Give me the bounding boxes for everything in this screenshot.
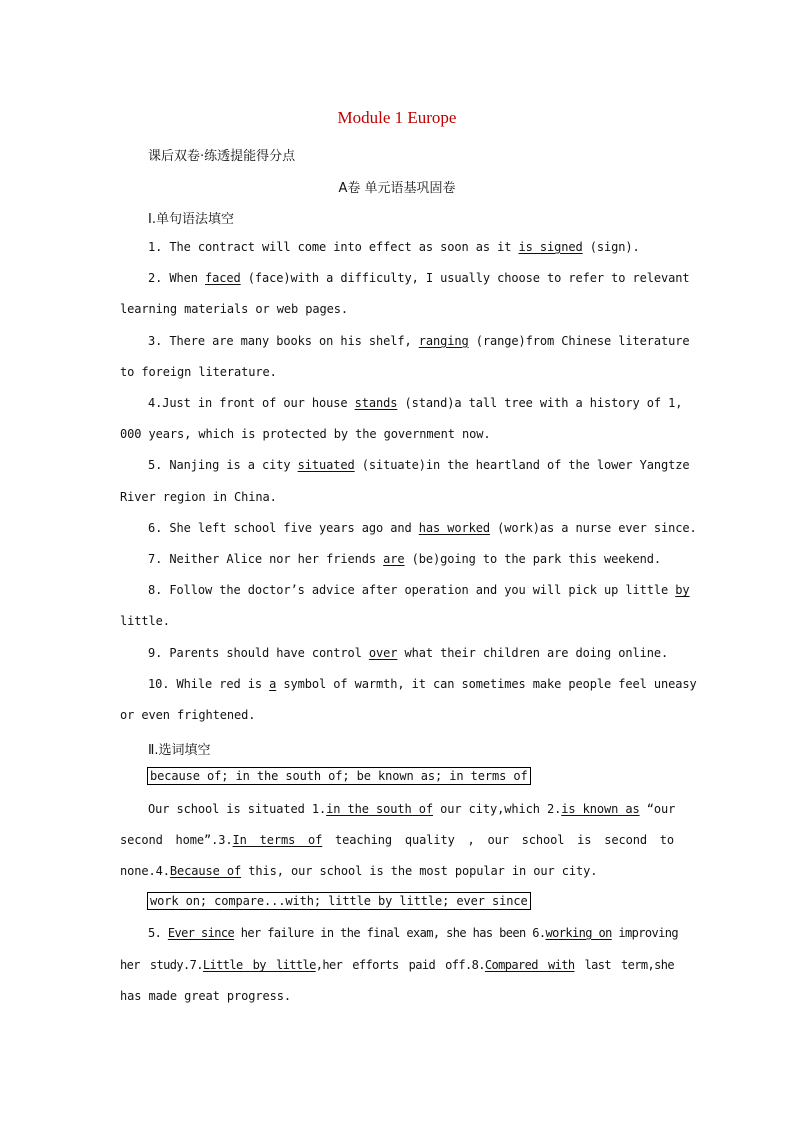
item-3: 3. There are many books on his shelf, ranging (range)from Chinese literature <box>148 334 690 348</box>
answer: ranging <box>418 334 469 348</box>
passage2-line2: her study.7.Little by little,her efforts paid off.8.Compared with last term,she <box>120 958 675 972</box>
section2-heading: Ⅱ.选词填空 <box>148 743 211 758</box>
answer: a <box>269 677 277 691</box>
paper-a-heading: A卷 单元语基巩固卷 <box>338 181 456 196</box>
item-10-cont: or even frightened. <box>120 708 256 722</box>
answer: are <box>383 552 405 566</box>
word-box-1: because of; in the south of; be known as; in terms of <box>147 767 531 785</box>
item-2: 2. When faced (face)with a difficulty, I usually choose to refer to relevant <box>148 271 690 285</box>
passage1-line2: second home”.3.In terms of teaching quality , our school is second to <box>120 833 674 847</box>
answer: situated <box>297 458 355 472</box>
answer: Little by little <box>202 958 316 972</box>
answer: In terms of <box>232 833 323 847</box>
answer: is signed <box>518 240 583 254</box>
item-5: 5. Nanjing is a city situated (situate)in the heartland of the lower Yangtze <box>148 458 690 472</box>
item-1: 1. The contract will come into effect as soon as it is signed (sign). <box>148 240 640 254</box>
answer: Ever since <box>167 926 235 940</box>
item-8: 8. Follow the doctor’s advice after operation and you will pick up little by <box>148 583 690 597</box>
answer: working on <box>545 926 612 940</box>
section1-heading: Ⅰ.单句语法填空 <box>148 212 234 227</box>
item-4-cont: 000 years, which is protected by the government now. <box>120 427 491 441</box>
subtitle: 课后双卷·练透提能得分点 <box>148 149 296 164</box>
passage2-line1: 5. Ever since her failure in the final exam, she has been 6.working on improving <box>148 926 678 940</box>
page-title: Module 1 Europe <box>337 108 457 127</box>
word-box-2: work on; compare...with; little by little; ever since <box>147 892 531 910</box>
passage1-line1: Our school is situated 1.in the south of our city,which 2.is known as “our <box>148 802 676 816</box>
item-2-cont: learning materials or web pages. <box>120 302 348 316</box>
answer: stands <box>354 396 398 410</box>
answer: Because of <box>169 864 242 878</box>
item-10: 10. While red is a symbol of warmth, it can sometimes make people feel uneasy <box>148 677 697 691</box>
answer: is known as <box>561 802 640 816</box>
answer: in the south of <box>326 802 433 816</box>
item-7: 7. Neither Alice nor her friends are (be)going to the park this weekend. <box>148 552 661 566</box>
item-9: 9. Parents should have control over what their children are doing online. <box>148 646 669 660</box>
answer: faced <box>205 271 241 285</box>
item-8-cont: little. <box>120 614 170 628</box>
answer: has worked <box>418 521 490 535</box>
item-5-cont: River region in China. <box>120 490 277 504</box>
item-3-cont: to foreign literature. <box>120 365 277 379</box>
passage2-line3: has made great progress. <box>120 989 291 1003</box>
item-6: 6. She left school five years ago and has worked (work)as a nurse ever since. <box>148 521 697 535</box>
item-4: 4.Just in front of our house stands (stand)a tall tree with a history of 1, <box>148 396 683 410</box>
answer: over <box>368 646 398 660</box>
answer: Compared with <box>484 958 575 972</box>
answer: by <box>675 583 690 597</box>
passage1-line3: none.4.Because of this, our school is the most popular in our city. <box>120 864 598 878</box>
